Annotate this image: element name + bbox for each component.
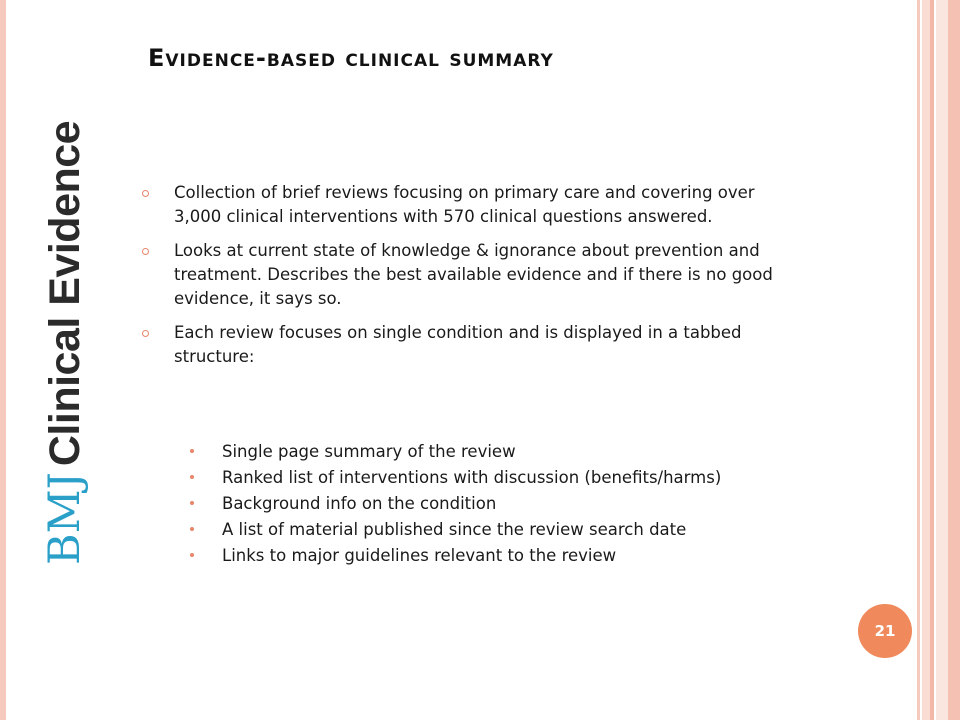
right-border-stripe xyxy=(922,0,930,720)
sub-bullet-text: Background info on the condition xyxy=(222,494,497,513)
ring-bullet-icon xyxy=(142,248,149,255)
logo-product: Clinical Evidence xyxy=(41,120,89,467)
dot-bullet-icon xyxy=(190,475,194,479)
sub-list-item xyxy=(190,544,830,570)
left-border-stripe xyxy=(0,0,6,720)
ring-bullet-icon xyxy=(142,190,149,197)
page-number-badge: 21 xyxy=(858,604,912,658)
right-border-stripe xyxy=(930,0,934,720)
dot-bullet-icon xyxy=(190,527,194,531)
sub-bullet-text: Links to major guidelines relevant to the review xyxy=(222,546,617,565)
bullet-text: Each review focuses on single condition and is displayed in a tabbed structure: xyxy=(174,323,742,366)
logo-brand: BMJ xyxy=(40,472,90,565)
sub-list-item xyxy=(190,492,830,518)
ring-bullet-icon xyxy=(142,330,149,337)
sub-bullet-text: Single page summary of the review xyxy=(222,442,516,461)
right-border-stripe xyxy=(936,0,948,720)
dot-bullet-icon xyxy=(190,553,194,557)
sub-list-item xyxy=(190,466,830,492)
sub-bullet-list xyxy=(190,440,830,570)
main-bullet-list xyxy=(142,181,802,379)
right-border-stripe xyxy=(948,0,960,720)
right-border-stripe xyxy=(917,0,920,720)
list-item xyxy=(142,181,802,229)
sub-list-item xyxy=(190,440,830,466)
slide-title: Evidence-based clinical summary xyxy=(148,44,554,72)
list-item xyxy=(142,321,802,369)
sub-bullet-text: Ranked list of interventions with discussion (benefits/harms) xyxy=(222,468,722,487)
sub-list-item xyxy=(190,518,830,544)
list-item xyxy=(142,239,802,311)
bmj-clinical-evidence-logo xyxy=(40,120,90,565)
dot-bullet-icon xyxy=(190,501,194,505)
dot-bullet-icon xyxy=(190,449,194,453)
sub-bullet-text: A list of material published since the review search date xyxy=(222,520,687,539)
bullet-text: Collection of brief reviews focusing on primary care and covering over 3,000 clinical interventions with 570 clinical questions answered. xyxy=(174,183,755,226)
bullet-text: Looks at current state of knowledge & ignorance about prevention and treatment. Describes the best available evidence and if there is no good evidence, it says so. xyxy=(174,241,773,308)
